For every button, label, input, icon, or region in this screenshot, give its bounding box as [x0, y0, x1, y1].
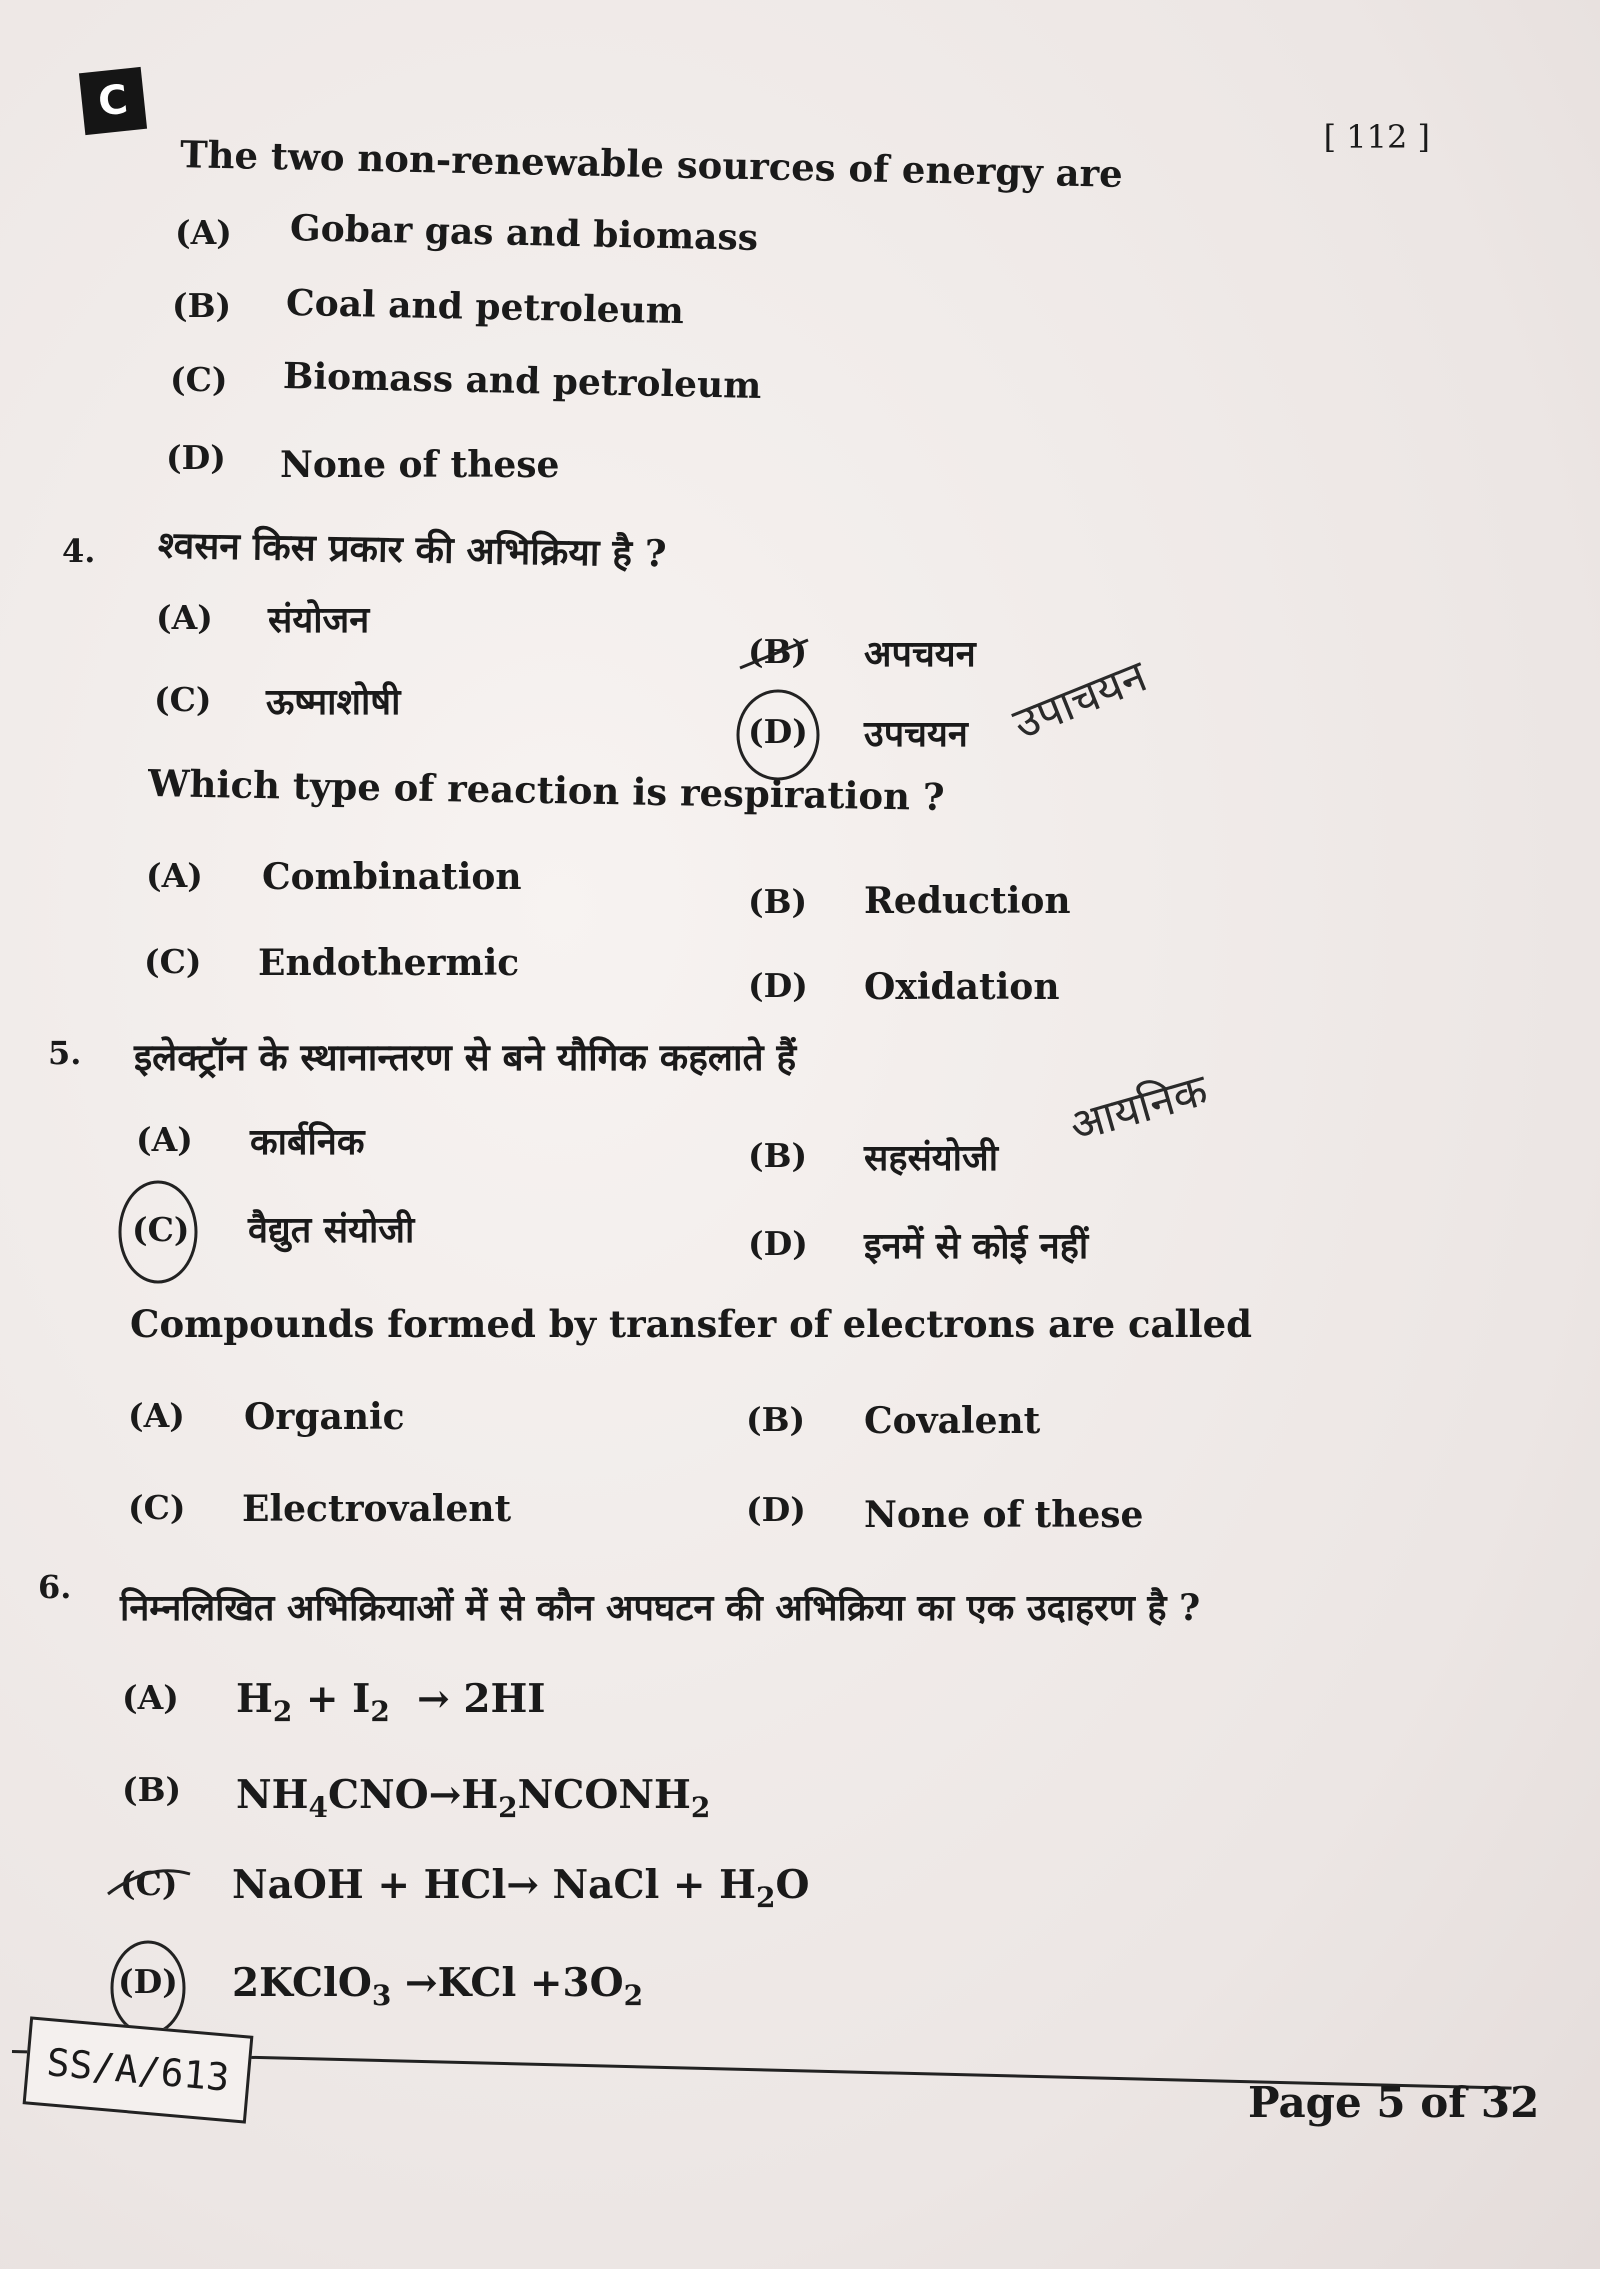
q6-label-a: (A): [122, 1678, 179, 1717]
circle-q4-d: [738, 691, 818, 779]
q5-hi-option-a: कार्बनिक: [250, 1121, 365, 1163]
handwritten-note-q5: आयनिक: [1064, 1064, 1214, 1153]
q6-hindi-text: निम्नलिखित अभिक्रियाओं में से कौन अपघटन की अभिक्रिया का एक उदाहरण है ?: [120, 1587, 1201, 1629]
q5-option-a: Organic: [244, 1396, 405, 1438]
circle-q6-d: [112, 1942, 184, 2034]
handwritten-note-q4: उपाचयन: [1006, 650, 1154, 750]
q4-number: 4.: [62, 532, 96, 570]
q4-hindi-text: श्वसन किस प्रकार की अभिक्रिया है ?: [157, 522, 667, 576]
q6-label-c: (C): [120, 1864, 178, 1903]
circle-q5-c: [120, 1182, 196, 1282]
q5-option-c: Electrovalent: [242, 1488, 512, 1530]
q3-option-d: None of these: [280, 444, 560, 486]
q6-option-b: $NH_4CNO\to H_2NCONH_2$: [236, 1772, 711, 1824]
q5-hi-label-a: (A): [136, 1120, 193, 1159]
q5-label-c: (C): [128, 1488, 186, 1527]
q4-hi-label-d: (D): [748, 712, 808, 751]
q4-option-c: Endothermic: [258, 942, 520, 984]
q3-label-c: (C): [170, 360, 228, 399]
q4-label-d: (D): [748, 966, 808, 1005]
q6-option-a: $H_2 + I_2 \to 2HI$: [236, 1676, 546, 1728]
q4-hi-option-c: ऊष्माशोषी: [266, 681, 401, 723]
q6-option-d: 2KClO$_3$ $\to KCl +3O_2$: [232, 1960, 644, 2012]
q4-option-b: Reduction: [864, 880, 1071, 922]
q4-hi-label-a: (A): [156, 598, 213, 637]
q5-label-b: (B): [746, 1400, 806, 1439]
q3-option-b: Coal and petroleum: [285, 281, 685, 333]
set-code-badge: C: [79, 67, 147, 135]
q5-label-d: (D): [746, 1490, 806, 1529]
q5-text: Compounds formed by transfer of electrons are called: [130, 1302, 1253, 1346]
q4-label-c: (C): [144, 942, 202, 981]
q3-text: The two non-renewable sources of energy are: [179, 132, 1124, 196]
strike-q6-c: [108, 1871, 190, 1894]
q5-option-b: Covalent: [864, 1400, 1041, 1442]
page-number: Page 5 of 32: [1248, 2078, 1540, 2127]
q4-hi-option-b: अपचयन: [864, 633, 976, 675]
q4-hi-label-b: (B): [748, 632, 808, 671]
q5-hi-label-d: (D): [748, 1224, 808, 1263]
paper-code: SS/A/613: [23, 2016, 254, 2123]
q6-label-d: (D): [118, 1962, 178, 2001]
q5-number: 5.: [48, 1034, 82, 1072]
q6-number: 6.: [38, 1568, 72, 1606]
q3-option-a: Gobar gas and biomass: [289, 207, 759, 259]
q5-hi-label-c: (C): [132, 1210, 190, 1249]
q4-hi-option-a: संयोजन: [268, 599, 370, 641]
q6-label-b: (B): [122, 1770, 182, 1809]
strike-q4-b: [740, 640, 808, 668]
q4-option-a: Combination: [262, 856, 522, 898]
q5-hi-label-b: (B): [748, 1136, 808, 1175]
q5-hindi-text: इलेक्ट्रॉन के स्थानान्तरण से बने यौगिक कहलाते हैं: [134, 1035, 797, 1079]
q4-label-b: (B): [748, 882, 808, 921]
q4-hi-label-c: (C): [154, 680, 212, 719]
q4-hi-option-d: उपचयन: [864, 713, 968, 755]
q5-label-a: (A): [128, 1396, 185, 1435]
q3-option-c: Biomass and petroleum: [282, 354, 762, 408]
q4-label-a: (A): [146, 856, 203, 895]
q5-hi-option-c: वैद्युत संयोजी: [248, 1209, 415, 1251]
q3-label-a: (A): [175, 213, 232, 252]
q5-hi-option-d: इनमें से कोई नहीं: [864, 1225, 1089, 1267]
q3-label-b: (B): [172, 286, 232, 325]
q6-option-c: NaOH + HCl→ NaCl + $H_2O$: [232, 1862, 810, 1914]
q4-option-d: Oxidation: [864, 966, 1060, 1008]
q5-hi-option-b: सहसंयोजी: [864, 1137, 999, 1179]
q5-option-d: None of these: [864, 1494, 1144, 1536]
q3-label-d: (D): [166, 438, 226, 477]
q4-text: Which type of reaction is respiration ?: [147, 761, 945, 819]
question-code: [ 112 ]: [1323, 118, 1430, 156]
